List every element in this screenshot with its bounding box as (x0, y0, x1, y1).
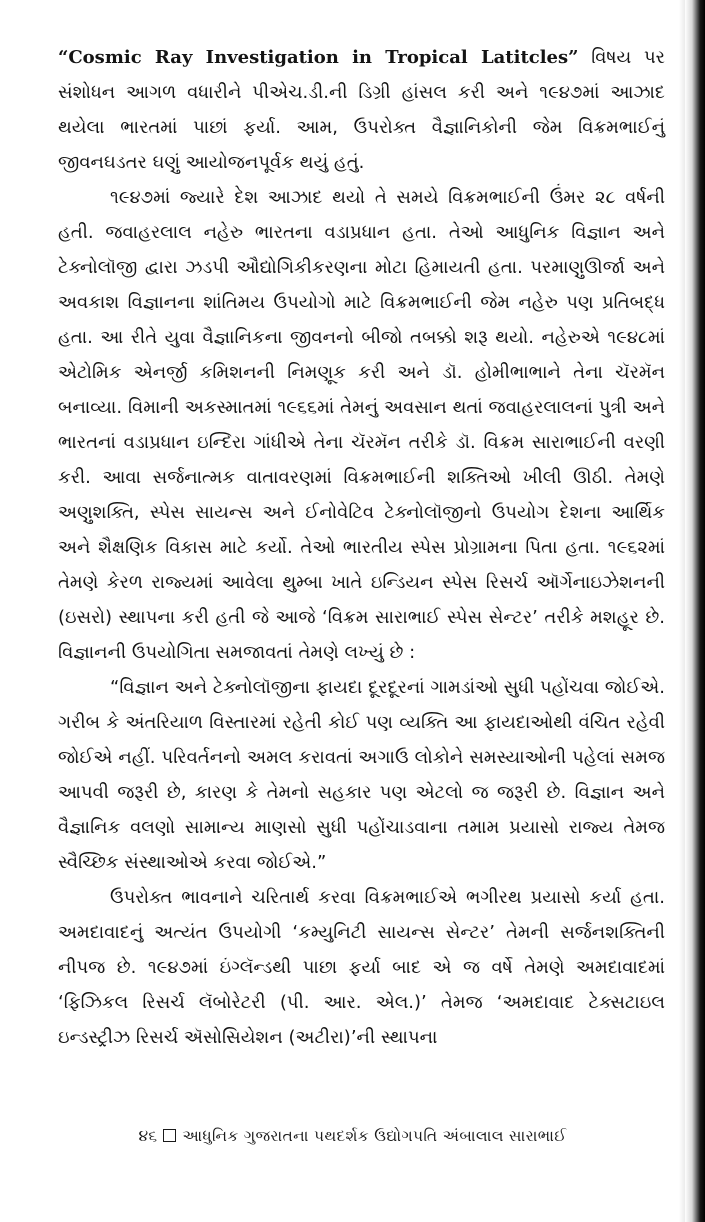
english-thesis-title: “Cosmic Ray Investigation in Tropical Latitcles” (58, 47, 579, 68)
paragraph-nehru-era: ૧૯૪૭માં જ્યારે દેશ આઝાદ થયો તે સમયે વિક્રમભાઈની ઉંમર ૨૮ વર્ષની હતી. જવાહરલાલ નહેરુ ભારતના વડાપ્રધાન હતા. તેઓ આધુનિક વિજ્ઞાન અને ટેક્નોલૉજી દ્વારા ઝડપી ઔદ્યોગિકીકરણના મોટા હિમાયતી હતા. પરમાણુઊર્જા અને અવકાશ વિજ્ઞાનના શાંતિમય ઉપયોગો માટે વિક્રમભાઈની જેમ નહેરુ પણ પ્રતિબદ્ધ હતા. આ રીતે યુવા વૈજ્ઞાનિકના જીવનનો બીજો તબક્કો શરૂ થયો. નહેરુએ ૧૯૪૮માં એટોમિક એનર્જી કમિશનની નિમણૂક કરી અને ડૉ. હોમીભાભાને તેના ચૅરમૅન બનાવ્યા. વિમાની અકસ્માતમાં ૧૯૬૬માં તેમનું અવસાન થતાં જવાહરલાલનાં પુત્રી અને ભારતનાં વડાપ્રધાન ઇન્દિરા ગાંધીએ તેના ચૅરમૅન તરીકે ડૉ. વિક્રમ સારાભાઈની વરણી કરી. આવા સર્જનાત્મક વાતાવરણમાં વિક્રમભાઈની શક્તિઓ ખીલી ઊઠી. તેમણે અણુશક્તિ, સ્પેસ સાયન્સ અને ઈનોવેટિવ ટેક્નોલૉજીનો ઉપયોગ દેશના આર્થિક અને શૈક્ષણિક વિકાસ માટે કર્યો. તેઓ ભારતીય સ્પેસ પ્રોગ્રામના પિતા હતા. ૧૯૬૨માં તેમણે કેરળ રાજ્યમાં આવેલા થુમ્બા ખાતે ઇન્ડિયન સ્પેસ રિસર્ચ ઑર્ગેનાઇઝેશનની (ઇસરો) સ્થાપના કરી હતી જે આજે ‘વિક્રમ સારાભાઈ સ્પેસ સેન્ટર’ તરીકે મશહૂર છે. વિજ્ઞાનની ઉપયોગિતા સમજાવતાં તેમણે લખ્યું છે : (58, 187, 665, 663)
paragraph-institutions: ઉપરોક્ત ભાવનાને ચરિતાર્થ કરવા વિક્રમભાઈએ ભગીરથ પ્રયાસો કર્યા હતા. અમદાવાદનું અત્યંત ઉપયોગી ‘કમ્યુનિટી સાયન્સ સેન્ટર’ તેમની સર્જનશક્તિની નીપજ છે. ૧૯૪૭માં ઇંગ્લૅન્ડથી પાછા ફર્યા બાદ એ જ વર્ષે તેમણે અમદાવાદમાં ‘ફિઝિકલ રિસર્ચ લૅબોરેટરી (પી. આર. એલ.)’ તેમજ ‘અમદાવાદ ટેક્સટાઇલ ઇન્ડસ્ટ્રીઝ રિસર્ચ ઍસોસિયેશન (અટીરા)’ની સ્થાપના (58, 887, 665, 1048)
running-book-title: આધુનિક ગુજરાતના પથદર્શક ઉદ્યોગપતિ અંબાલાલ સારાભાઈ (182, 1127, 567, 1145)
paragraph-continuation (58, 40, 665, 180)
page-body (58, 40, 665, 1055)
page-footer (0, 1127, 705, 1146)
quote-paragraph: “વિજ્ઞાન અને ટેક્નોલૉજીના ફાયદા દૂરદૂરનાં ગામડાંઓ સુધી પહોંચવા જોઈએ. ગરીબ કે અંતરિયાળ વિસ્તારમાં રહેતી કોઈ પણ વ્યક્તિ આ ફાયદાઓથી વંચિત રહેવી જોઈએ નહીં. પરિવર્તનનો અમલ કરાવતાં અગાઉ લોકોને સમસ્યાઓની પહેલાં સમજ આપવી જરૂરી છે, કારણ કે તેમનો સહકાર પણ એટલો જ જરૂરી છે. વિજ્ઞાન અને વૈજ્ઞાનિક વલણો સામાન્ય માણસો સુધી પહોંચાડવાના તમામ પ્રયાસો રાજ્ય તેમજ સ્વૈચ્છિક સંસ્થાઓએ કરવા જોઈએ.” (58, 677, 665, 873)
paragraph-continuation-text: વિષય પર સંશોધન આગળ વધારીને પીએચ.ડી.ની ડિગ્રી હાંસલ કરી અને ૧૯૪૭માં આઝાદ થયેલા ભારતમાં પાછાં ફર્યા. આમ, ઉપરોક્ત વૈજ્ઞાનિકોની જેમ વિક્રમભાઈનું જીવનઘડતર ઘણું આયોજનપૂર્વક થયું હતું. (58, 47, 665, 173)
page-edge (685, 0, 705, 1222)
square-separator-icon (163, 1129, 176, 1142)
page-number: ૪૬ (138, 1127, 158, 1145)
